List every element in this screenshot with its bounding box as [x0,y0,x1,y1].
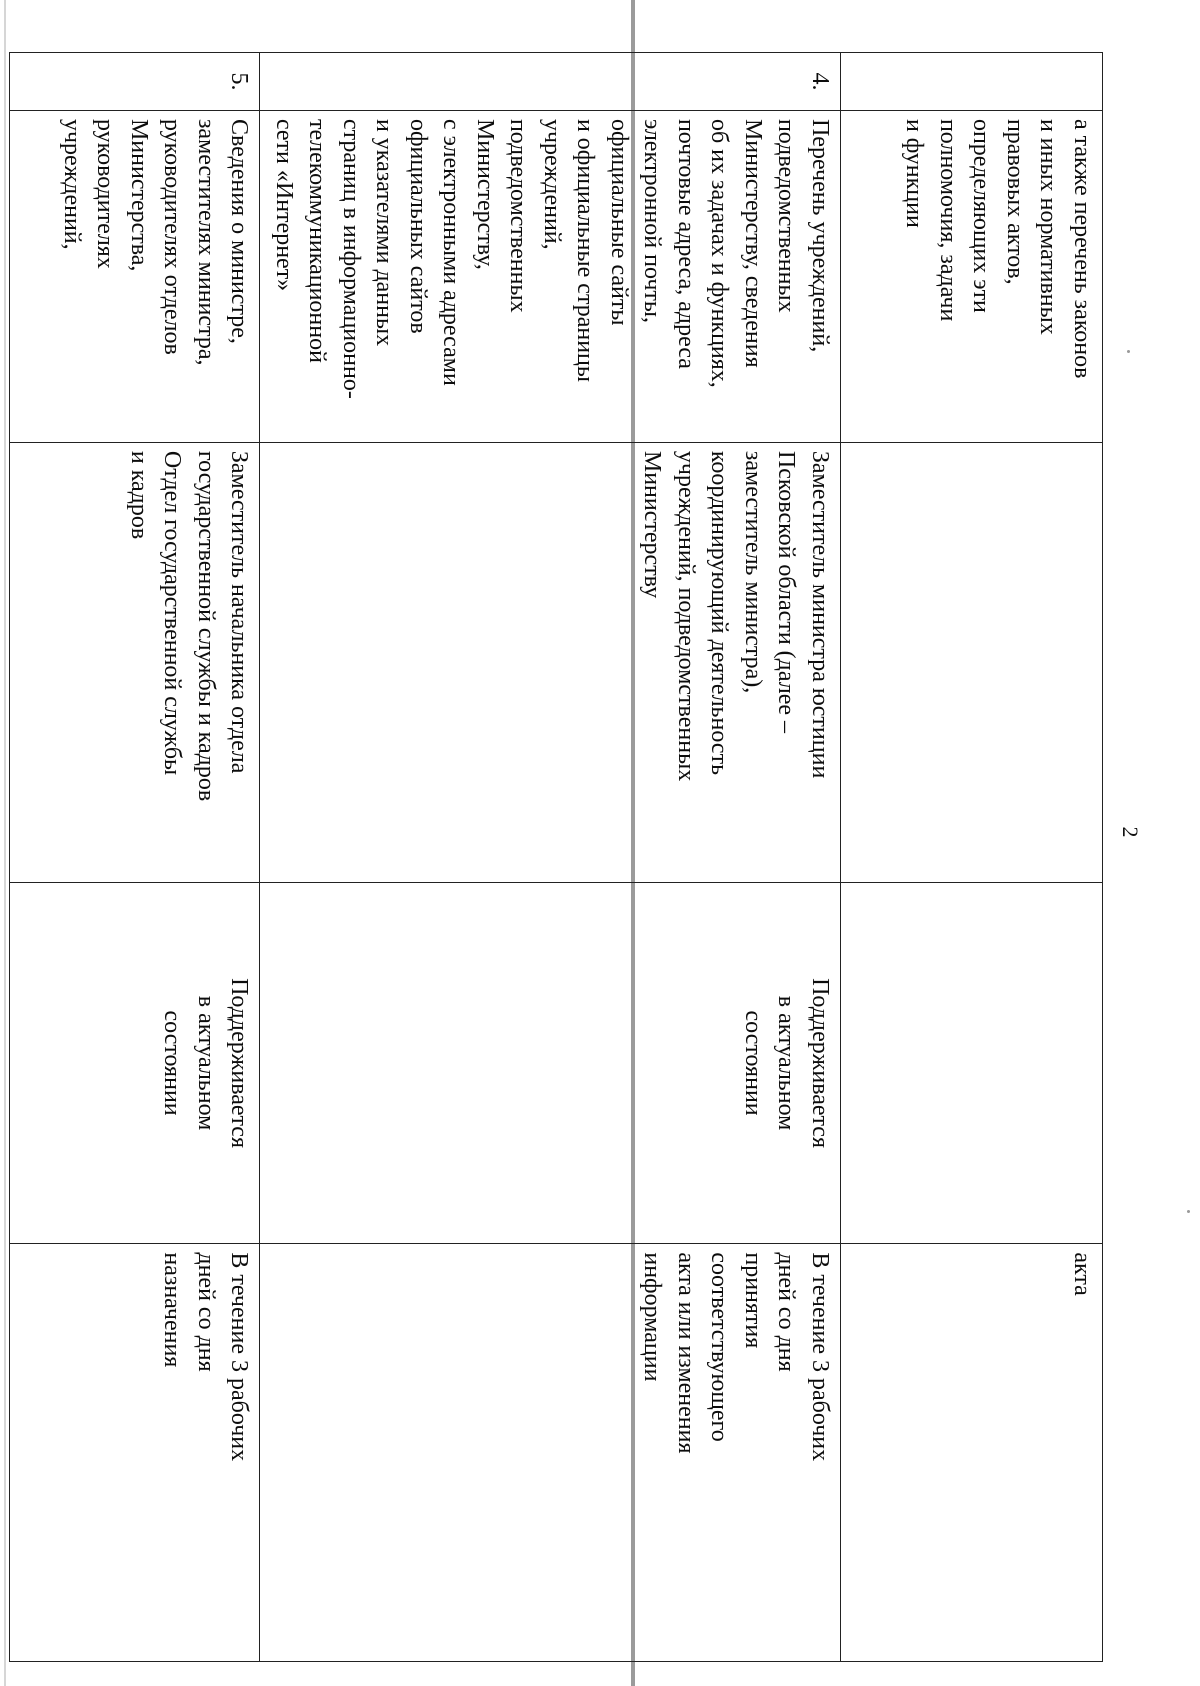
deadline-cell [260,1244,841,1662]
text-line: официальные сайты [606,118,632,326]
text-line: В течение 3 рабочих [226,1252,253,1462]
information-table [10,52,1104,1662]
scan-left-edge [4,0,6,1686]
row-number-text: 4. [807,72,833,91]
text-line: страниц в информационно- [338,118,364,399]
text-line: полномочия, задачи [935,118,961,322]
text-line: учреждений, [539,118,565,250]
text-line: и кадров [126,450,152,540]
text-line: официальных сайтов [405,118,431,334]
text-line: а также перечень законов [1069,118,1095,379]
text-line: Министерству [639,450,666,599]
text-line: заместителях министра, [193,118,219,366]
text-line: правовых актов, [1002,118,1028,285]
text-line: почтовые адреса, адреса [673,118,699,369]
row-number-text: 5. [226,72,253,91]
text-line: принятия [740,1252,766,1349]
deadline-cell [841,1244,1103,1662]
text-line: Отдел государственной службы [159,450,186,776]
text-line: состоянии [740,1010,766,1116]
text-line: и функции [901,118,928,228]
text-line: учреждений, подведомственных [673,450,699,782]
table-row [10,53,260,1662]
text-line: руководителях [92,118,119,269]
text-line: Министерству, [472,118,498,270]
text-line: соответствующего [706,1252,733,1442]
text-line: государственной службы и кадров [193,450,219,802]
table-row [260,53,841,1662]
update-frequency-cell [841,882,1103,1244]
information-cell [841,110,1103,442]
text-line: и указателями данных [371,118,398,347]
information-cell [10,110,260,442]
text-line: акта или изменения [673,1252,699,1454]
update-frequency-cell [260,882,841,1244]
text-line: состоянии [159,1010,186,1116]
text-line: назначения [159,1252,186,1368]
text-line: информации [639,1252,666,1382]
text-line: Поддерживается [807,978,833,1148]
text-line: об их задачах и функциях, [706,118,733,388]
responsible-cell [841,442,1103,882]
text-line: и официальные страницы [572,118,599,383]
text-line: Заместитель министра юстиции [807,450,833,779]
responsible-cell [260,442,841,882]
row-number [260,53,841,111]
text-line: В течение 3 рабочих [807,1252,833,1462]
text-line: подведомственных [773,118,800,313]
text-line: Перечень учреждений, [807,118,833,353]
scan-speck [1187,1210,1190,1213]
text-line: Министерству, сведения [740,118,766,368]
table-row [841,53,1103,1662]
text-line: сети «Интернет» [271,118,297,292]
text-line: координирующий деятельность [706,450,733,776]
text-line: с электронными адресами [438,118,465,386]
text-line: в актуальном [193,995,219,1131]
text-line: и иных нормативных [1035,118,1062,335]
text-line: электронной почты, [639,118,666,324]
text-line: дней со дня [773,1252,800,1372]
text-line: заместитель министра), [740,450,766,694]
update-frequency-cell [10,882,260,1244]
text-line: учреждений, [59,118,85,250]
page-number: 2 [1118,826,1143,838]
deadline-cell [10,1244,260,1662]
row-number [841,53,1103,111]
text-line: руководителях отделов [159,118,186,355]
information-cell [260,110,841,442]
text-line: подведомственных [505,118,532,313]
responsible-cell [10,442,260,882]
text-line: Министерства, [126,118,152,272]
row-number [10,53,260,111]
text-line: Поддерживается [226,978,253,1148]
text-line: определяющих эти [968,118,995,313]
text-line: акта [1069,1252,1095,1296]
text-line: Сведения о министре, [226,118,253,344]
text-line: дней со дня [193,1252,219,1372]
rotated-document-page [59,52,1155,1662]
text-line: в актуальном [773,995,800,1131]
text-line: Заместитель начальника отдела [226,450,253,774]
text-line: Псковской области (далее – [773,450,800,734]
text-line: телекоммуникационной [304,118,331,363]
